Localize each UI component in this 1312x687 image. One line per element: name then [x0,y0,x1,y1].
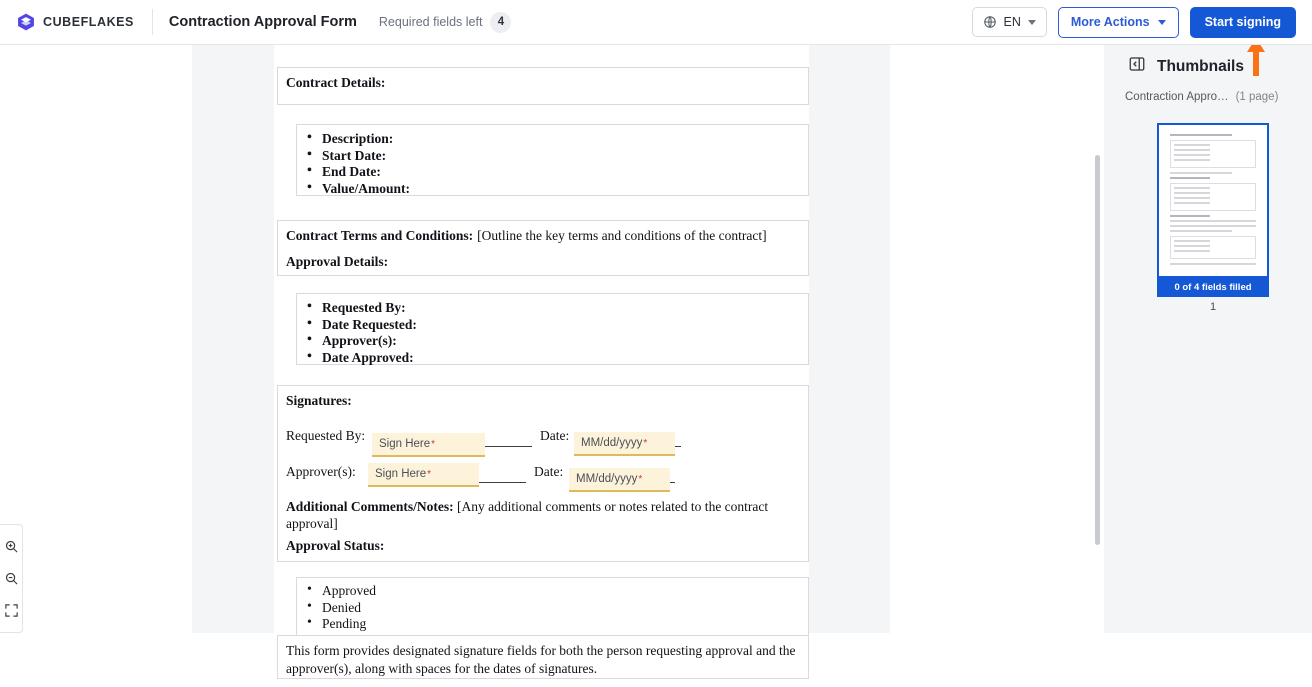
required-marker: * [427,468,432,480]
sign-here-label-1: Sign Here [379,438,431,450]
list-item: • Description: [301,131,808,148]
contract-details-list [297,125,808,197]
workspace [0,45,1312,676]
top-toolbar [0,0,1312,45]
fields-filled-badge: 0 of 4 fields filled [1157,278,1269,297]
list-item: • End Date: [301,164,808,181]
required-fields-label: Required fields left [378,15,483,29]
terms-line [278,221,808,245]
date-value-2: MM/dd/yyyy [576,473,638,485]
zoom-in-icon[interactable] [4,539,19,554]
toolbar-actions [972,7,1301,38]
contract-details-items-box [296,124,809,196]
list-item: • Approved [301,583,808,600]
approvers-label: Approver(s): [286,464,356,479]
required-marker: * [638,473,643,485]
sign-here-field-1[interactable] [372,433,485,457]
more-actions-button[interactable] [1058,7,1179,38]
document-page [274,27,809,687]
chevron-down-icon [1028,20,1036,25]
contract-details-heading: Contract Details: [286,75,386,90]
more-actions-label: More Actions [1070,15,1150,29]
approval-details-items-box [296,293,809,365]
footer-box [277,635,809,679]
thumbnail-preview [1162,128,1264,273]
comments-text: [Any additional comments or notes related to the contract approval] [286,499,769,531]
approval-status-list [297,578,808,633]
list-item: • Requested By: [301,300,808,317]
signatures-box [277,385,809,562]
zoom-out-icon[interactable] [4,571,19,586]
thumbnails-page-count: (1 page) [1235,91,1279,103]
list-item: • Pending [301,616,808,633]
thumbnails-doc-info [1125,91,1305,103]
required-marker: * [643,437,648,449]
language-selector[interactable] [972,7,1047,37]
language-value: EN [1003,15,1021,29]
thumbnail-page-1[interactable] [1157,123,1269,278]
globe-icon [983,15,997,29]
list-item: • Date Approved: [301,350,808,367]
approval-status-heading: Approval Status: [286,538,385,553]
fit-screen-icon[interactable] [4,603,19,618]
comments-heading: Additional Comments/Notes: [286,499,454,514]
contract-details-heading-box [277,67,809,105]
brand-name: CUBEFLAKES [43,15,134,29]
approval-details-heading: Approval Details: [286,254,389,269]
date-field-2[interactable] [569,468,670,492]
date-label-2: Date: [534,464,564,479]
required-fields-count-badge: 4 [490,12,511,33]
thumbnails-header [1128,55,1244,78]
document-title: Contraction Approval Form [168,14,357,30]
thumbnails-title: Thumbnails [1157,57,1244,75]
list-item: • Denied [301,600,808,617]
terms-text: [Outline the key terms and conditions of the contract] [477,228,767,243]
signatures-heading: Signatures: [286,393,352,408]
footer-text: This form provides designated signature fields for both the person requesting approval and the approver(s), along with spaces for the dates of signatures. [286,643,796,676]
date-label-1: Date: [540,428,570,443]
thumbnail-page-number: 1 [1209,301,1217,313]
chevron-down-icon [1158,20,1166,25]
terms-heading: Contract Terms and Conditions: [286,228,474,243]
required-marker: * [431,438,436,450]
required-fields-indicator [379,12,512,33]
document-canvas[interactable] [192,45,890,676]
toolbar-divider [152,9,153,35]
sign-here-label-2: Sign Here [375,468,427,480]
date-value-1: MM/dd/yyyy [581,437,643,449]
approval-details-list [297,294,808,366]
panel-collapse-icon[interactable] [1128,55,1146,78]
requested-by-label: Requested By: [286,428,366,443]
sign-here-field-2[interactable] [368,463,479,487]
terms-and-approval-box [277,220,809,276]
comments-block [286,498,800,532]
left-gutter [0,45,192,633]
start-signing-button[interactable]: Start signing [1190,7,1296,38]
list-item: • Date Requested: [301,317,808,334]
brand[interactable] [12,12,134,32]
approval-status-box [296,577,809,636]
list-item: • Approver(s): [301,333,808,350]
hexagon-logo-icon [16,12,36,32]
list-item: • Value/Amount: [301,181,808,198]
thumbnails-doc-name: Contraction Appro… [1125,91,1229,103]
date-field-1[interactable] [574,432,675,456]
document-scrollbar[interactable] [1093,45,1102,633]
scrollbar-thumb[interactable] [1095,155,1100,545]
list-item: • Start Date: [301,148,808,165]
right-panel-background [890,45,1104,633]
zoom-toolbar [0,524,23,633]
